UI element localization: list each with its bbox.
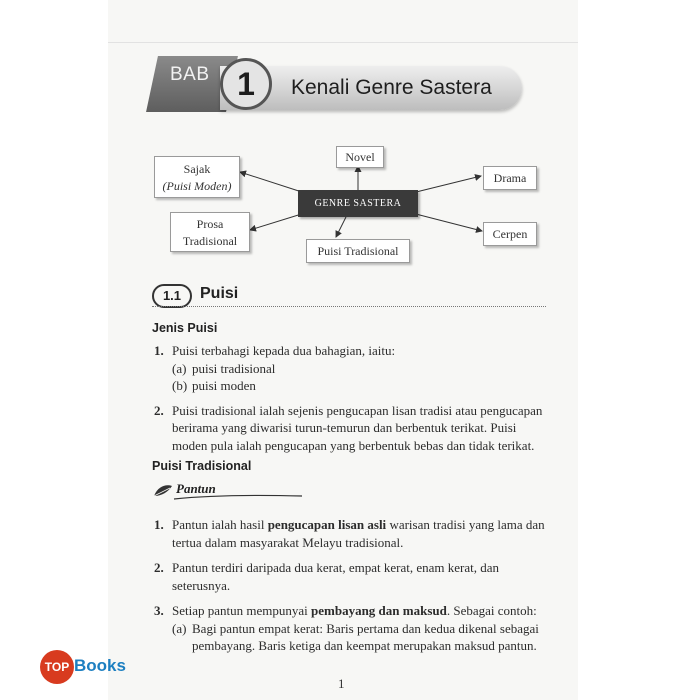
sub-item	[172, 377, 546, 395]
arrow-to-cerpen	[408, 212, 482, 231]
sub-item	[172, 620, 546, 655]
list-item	[152, 342, 546, 395]
item-text-pre: Pantun ialah hasil	[172, 517, 268, 532]
logo-word: Books	[74, 656, 126, 675]
jenis-puisi-heading: Jenis Puisi	[152, 321, 218, 335]
item-text: Puisi terbahagi kepada dua bahagian, iaitu:	[172, 343, 396, 358]
book-page	[108, 0, 578, 700]
node-cerpen: Cerpen	[483, 222, 537, 246]
node-drama: Drama	[483, 166, 537, 190]
arrow-to-drama	[408, 176, 481, 194]
section-rule	[152, 306, 546, 307]
list-item	[152, 516, 546, 551]
sub-letter: (a)	[172, 360, 187, 376]
node-sajak-sub: (Puisi Moden)	[162, 179, 232, 193]
chapter-title: Kenali Genre Sastera	[291, 76, 492, 99]
arrow-to-puisi-tradisional	[336, 217, 346, 237]
node-prosa-label: Prosa Tradisional	[182, 217, 238, 248]
node-prosa-tradisional	[170, 212, 250, 252]
sub-letter: (a)	[172, 620, 187, 636]
sub-text: Bagi pantun empat kerat: Baris pertama dan kedua dikenal sebagai pembayang. Baris ketiga dan keempat merupakan maksud pantun.	[192, 620, 539, 653]
node-genre-sastera: GENRE SASTERA	[298, 190, 418, 217]
pantun-title: Pantun	[176, 481, 216, 496]
item-text-pre: Setiap pantun mempunyai	[172, 603, 312, 618]
item-text: Pantun terdiri daripada dua kerat, empat kerat, enam kerat, dan seterusnya.	[172, 560, 500, 593]
node-sajak-label: Sajak	[183, 162, 211, 176]
item-text-bold: pengucapan lisan asli	[267, 517, 387, 532]
puisi-tradisional-heading: Puisi Tradisional	[152, 459, 252, 473]
node-puisi-tradisional: Puisi Tradisional	[306, 239, 410, 263]
pantun-list	[152, 516, 546, 655]
item-number: 1.	[154, 343, 164, 358]
item-number: 2.	[154, 402, 164, 418]
node-sajak	[154, 156, 240, 198]
item-number: 1.	[154, 517, 164, 532]
item-number: 3.	[154, 603, 164, 618]
list-item	[152, 402, 546, 455]
chapter-label: BAB	[170, 64, 210, 85]
logo-mark: TOP	[40, 650, 74, 684]
leaf-icon	[152, 480, 302, 504]
genre-diagram	[108, 138, 578, 268]
section-number: 1.1	[152, 284, 192, 308]
list-item	[152, 602, 546, 655]
list-item	[152, 559, 546, 594]
sub-text: puisi moden	[192, 378, 256, 393]
item-text: Puisi tradisional ialah sejenis pengucapan lisan tradisi atau pengucapan berirama yang diwarisi turun-temurun dan berbentuk terikat. Puisi moden pula ialah pengucapan yang berbentuk bebas dan tidak terikat.	[172, 402, 543, 453]
header-rule	[108, 42, 578, 43]
sub-letter: (b)	[172, 378, 188, 393]
jenis-puisi-list	[152, 342, 546, 454]
chapter-number: 1	[220, 58, 272, 110]
item-text-post: . Sebagai contoh:	[446, 603, 537, 618]
page-number: 1	[338, 676, 345, 691]
topbooks-logo	[40, 650, 136, 686]
item-text-post: warisan tradisi yang lama dan tertua dalam masyarakat Melayu tradisional.	[172, 517, 545, 550]
pantun-label	[152, 480, 302, 504]
section-title: Puisi	[200, 285, 239, 302]
sub-text: puisi tradisional	[192, 360, 276, 376]
sub-item	[172, 360, 546, 378]
item-text-bold: pembayang dan maksud	[311, 603, 447, 618]
node-novel: Novel	[336, 146, 384, 168]
item-number: 2.	[154, 560, 164, 575]
